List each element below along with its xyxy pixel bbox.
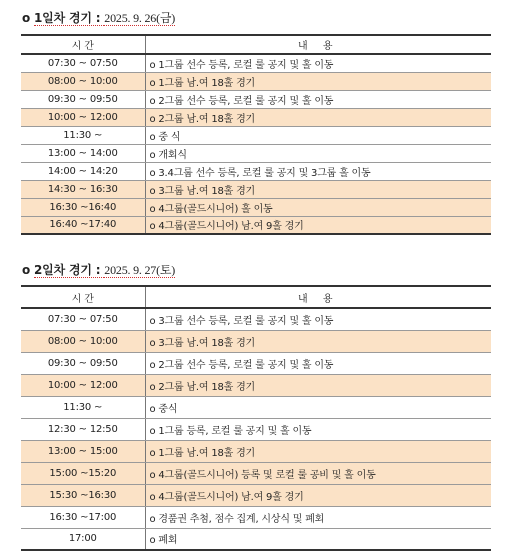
row-time: 16:40 ~17:40 — [21, 216, 145, 234]
row-time: 10:00 ~ 12:00 — [21, 374, 145, 396]
day2-header-desc: 내 용 — [145, 286, 491, 308]
day2-header-time: 시 간 — [21, 286, 145, 308]
table-row — [21, 506, 491, 528]
row-time: 15:30 ~16:30 — [21, 484, 145, 506]
day2-title-label: 2일차 경기 : — [34, 263, 105, 277]
day2-title — [22, 261, 175, 278]
row-time: 13:00 ~ 14:00 — [21, 144, 145, 162]
day1-title-label: 1일차 경기 : — [34, 11, 105, 25]
day2-title-date: 2025. 9. 27(토) — [104, 263, 176, 277]
table-row — [21, 330, 491, 352]
row-description: o 중식 — [145, 396, 491, 418]
row-description: o 2그룹 남.여 18홀 경기 — [145, 374, 491, 396]
day1-header-time: 시 간 — [21, 35, 145, 54]
table-row — [21, 126, 491, 144]
row-description: o 3그룹 남.여 18홀 경기 — [145, 180, 491, 198]
row-time: 11:30 ~ — [21, 396, 145, 418]
row-description: o 개회식 — [145, 144, 491, 162]
row-time: 08:00 ~ 10:00 — [21, 330, 145, 352]
row-time: 07:30 ~ 07:50 — [21, 54, 145, 72]
row-time: 10:00 ~ 12:00 — [21, 108, 145, 126]
row-description: o 1그룹 선수 등록, 로컬 룰 공지 및 홀 이동 — [145, 54, 491, 72]
row-description: o 3그룹 선수 등록, 로컬 룰 공지 및 홀 이동 — [145, 308, 491, 330]
row-description: o 1그룹 남.여 18홀 경기 — [145, 72, 491, 90]
row-time: 15:00 ~15:20 — [21, 462, 145, 484]
row-description: o 1그룹 등록, 로컬 룰 공지 및 홀 이동 — [145, 418, 491, 440]
table-row — [21, 72, 491, 90]
row-time: 11:30 ~ — [21, 126, 145, 144]
table-row — [21, 216, 491, 234]
row-description: o 2그룹 선수 등록, 로컬 룰 공지 및 홀 이동 — [145, 90, 491, 108]
row-time: 14:30 ~ 16:30 — [21, 180, 145, 198]
row-description: o 2그룹 남.여 18홀 경기 — [145, 108, 491, 126]
row-time: 17:00 — [21, 528, 145, 550]
row-time: 09:30 ~ 09:50 — [21, 352, 145, 374]
row-time: 07:30 ~ 07:50 — [21, 308, 145, 330]
row-description: o 4그룹(골드시니어) 홀 이동 — [145, 198, 491, 216]
table-row — [21, 484, 491, 506]
table-row — [21, 418, 491, 440]
table-row — [21, 462, 491, 484]
table-row — [21, 162, 491, 180]
table-row — [21, 528, 491, 550]
row-time: 16:30 ~16:40 — [21, 198, 145, 216]
row-description: o 1그룹 남.여 18홀 경기 — [145, 440, 491, 462]
table-row — [21, 308, 491, 330]
table-row — [21, 352, 491, 374]
row-time: 08:00 ~ 10:00 — [21, 72, 145, 90]
table-row — [21, 396, 491, 418]
day1-title — [22, 9, 175, 26]
table-row — [21, 180, 491, 198]
day2-header-row — [21, 286, 491, 308]
row-time: 12:30 ~ 12:50 — [21, 418, 145, 440]
table-row — [21, 54, 491, 72]
row-description: o 경품권 추첨, 점수 집계, 시상식 및 폐회 — [145, 506, 491, 528]
day2-schedule-table — [21, 285, 491, 551]
day2-title-bullet: o — [22, 263, 35, 277]
row-description: o 2그룹 선수 등록, 로컬 룰 공지 및 홀 이동 — [145, 352, 491, 374]
row-description: o 4그룹(골드시니어) 남.여 9홀 경기 — [145, 216, 491, 234]
table-row — [21, 374, 491, 396]
row-description: o 4그룹(골드시니어) 남.여 9홀 경기 — [145, 484, 491, 506]
day1-title-bullet: o — [22, 11, 35, 25]
day1-header-row — [21, 35, 491, 54]
row-time: 16:30 ~17:00 — [21, 506, 145, 528]
row-time: 14:00 ~ 14:20 — [21, 162, 145, 180]
row-time: 09:30 ~ 09:50 — [21, 90, 145, 108]
table-row — [21, 144, 491, 162]
row-description: o 3그룹 남.여 18홀 경기 — [145, 330, 491, 352]
row-description: o 4그룹(골드시니어) 등록 및 로컬 룰 공비 및 홀 이동 — [145, 462, 491, 484]
day1-schedule-table — [21, 34, 491, 235]
row-description: o 3.4그룹 선수 등록, 로컬 룰 공지 및 3그룹 홀 이동 — [145, 162, 491, 180]
table-row — [21, 440, 491, 462]
table-row — [21, 108, 491, 126]
table-row — [21, 198, 491, 216]
row-description: o 폐회 — [145, 528, 491, 550]
day1-header-desc: 내 용 — [145, 35, 491, 54]
table-row — [21, 90, 491, 108]
row-description: o 중 식 — [145, 126, 491, 144]
row-time: 13:00 ~ 15:00 — [21, 440, 145, 462]
day1-title-date: 2025. 9. 26(금) — [104, 11, 176, 25]
